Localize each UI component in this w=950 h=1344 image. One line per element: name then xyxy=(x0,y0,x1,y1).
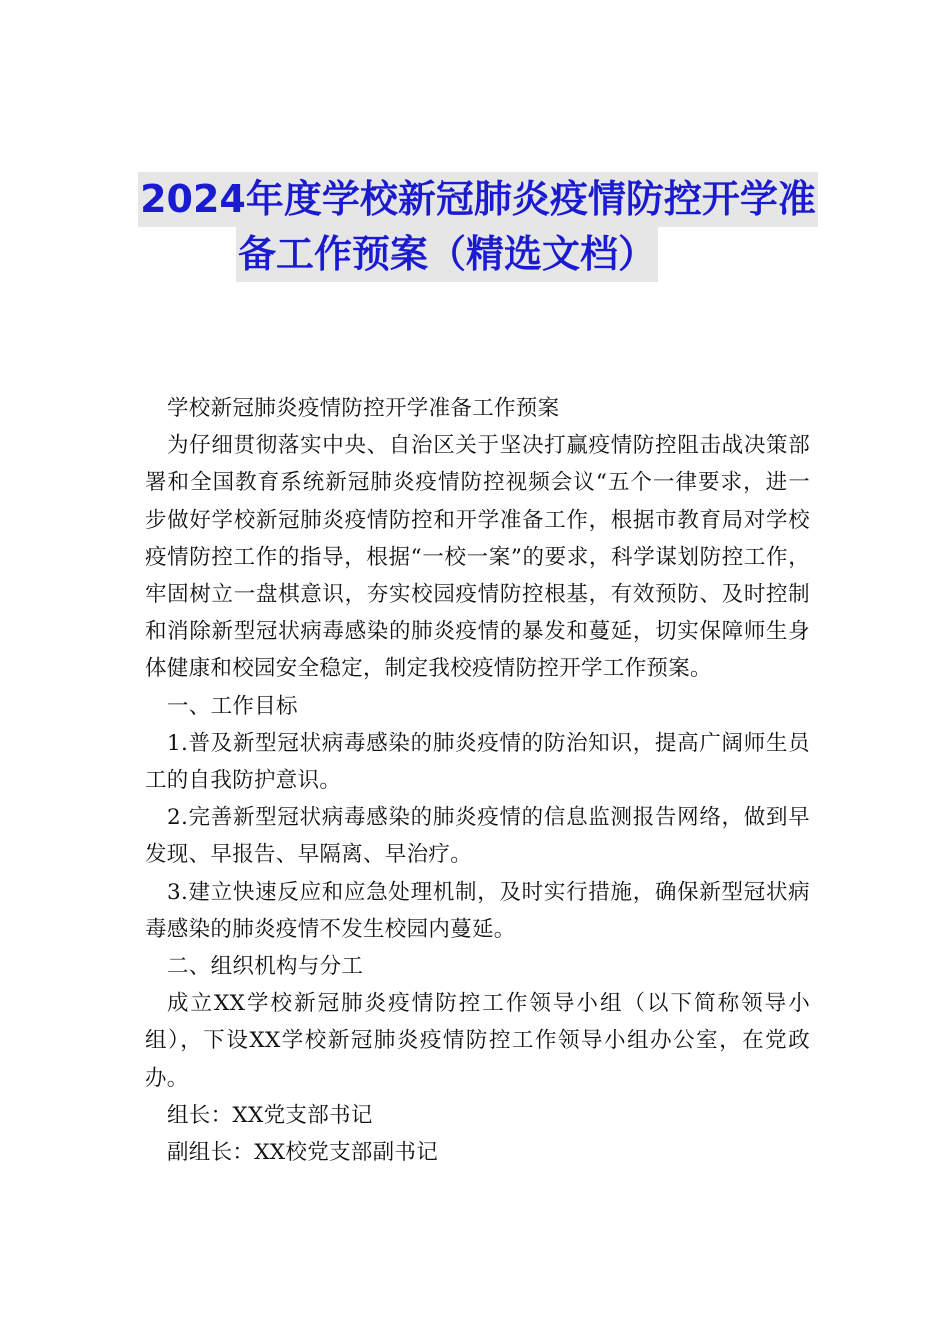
intro-paragraph: 为仔细贯彻落实中央、自治区关于坚决打赢疫情防控阻击战决策部署和全国教育系统新冠肺炎疫情防控视频会议“五个一律要求，进一步做好学校新冠肺炎疫情防控和开学准备工作，根据市教育局对学校疫情防控工作的指导，根据“一校一案”的要求，科学谋划防控工作，牢固树立一盘棋意识，夯实校园疫情防控根基，有效预防、及时控制和消除新型冠状病毒感染的肺炎疫情的暴发和蔓延，切实保障师生身体健康和校园安全稳定，制定我校疫情防控开学工作预案。 xyxy=(145,433,810,682)
goal-item-2: 2.完善新型冠状病毒感染的肺炎疫情的信息监测报告网络，做到早发现、早报告、早隔离、早治疗。 xyxy=(145,805,810,868)
title-line-2: 备工作预案（精选文档） xyxy=(236,227,658,282)
goal-item-1: 1.普及新型冠状病毒感染的肺炎疫情的防治知识，提高广阔师生员工的自我防护意识。 xyxy=(145,730,810,794)
section-heading-goals: 一、工作目标 xyxy=(167,693,298,719)
subtitle-paragraph: 学校新冠肺炎疫情防控开学准备工作预案 xyxy=(167,396,560,421)
document-body xyxy=(145,390,810,1171)
deputy-leader-line: 副组长：XX校党支部副书记 xyxy=(167,1140,439,1166)
organization-paragraph: 成立XX学校新冠肺炎疫情防控工作领导小组（以下简称领导小组），下设XX学校新冠肺炎疫情防控工作领导小组办公室，在党政办。 xyxy=(145,991,810,1091)
section-heading-organization: 二、组织机构与分工 xyxy=(167,954,364,980)
leader-line: 组长：XX党支部书记 xyxy=(167,1102,373,1128)
document-title xyxy=(0,172,950,282)
goal-item-3: 3.建立快速反应和应急处理机制，及时实行措施，确保新型冠状病毒感染的肺炎疫情不发生校园内蔓延。 xyxy=(145,879,810,942)
title-line-1: 2024年度学校新冠肺炎疫情防控开学准 xyxy=(138,172,818,227)
